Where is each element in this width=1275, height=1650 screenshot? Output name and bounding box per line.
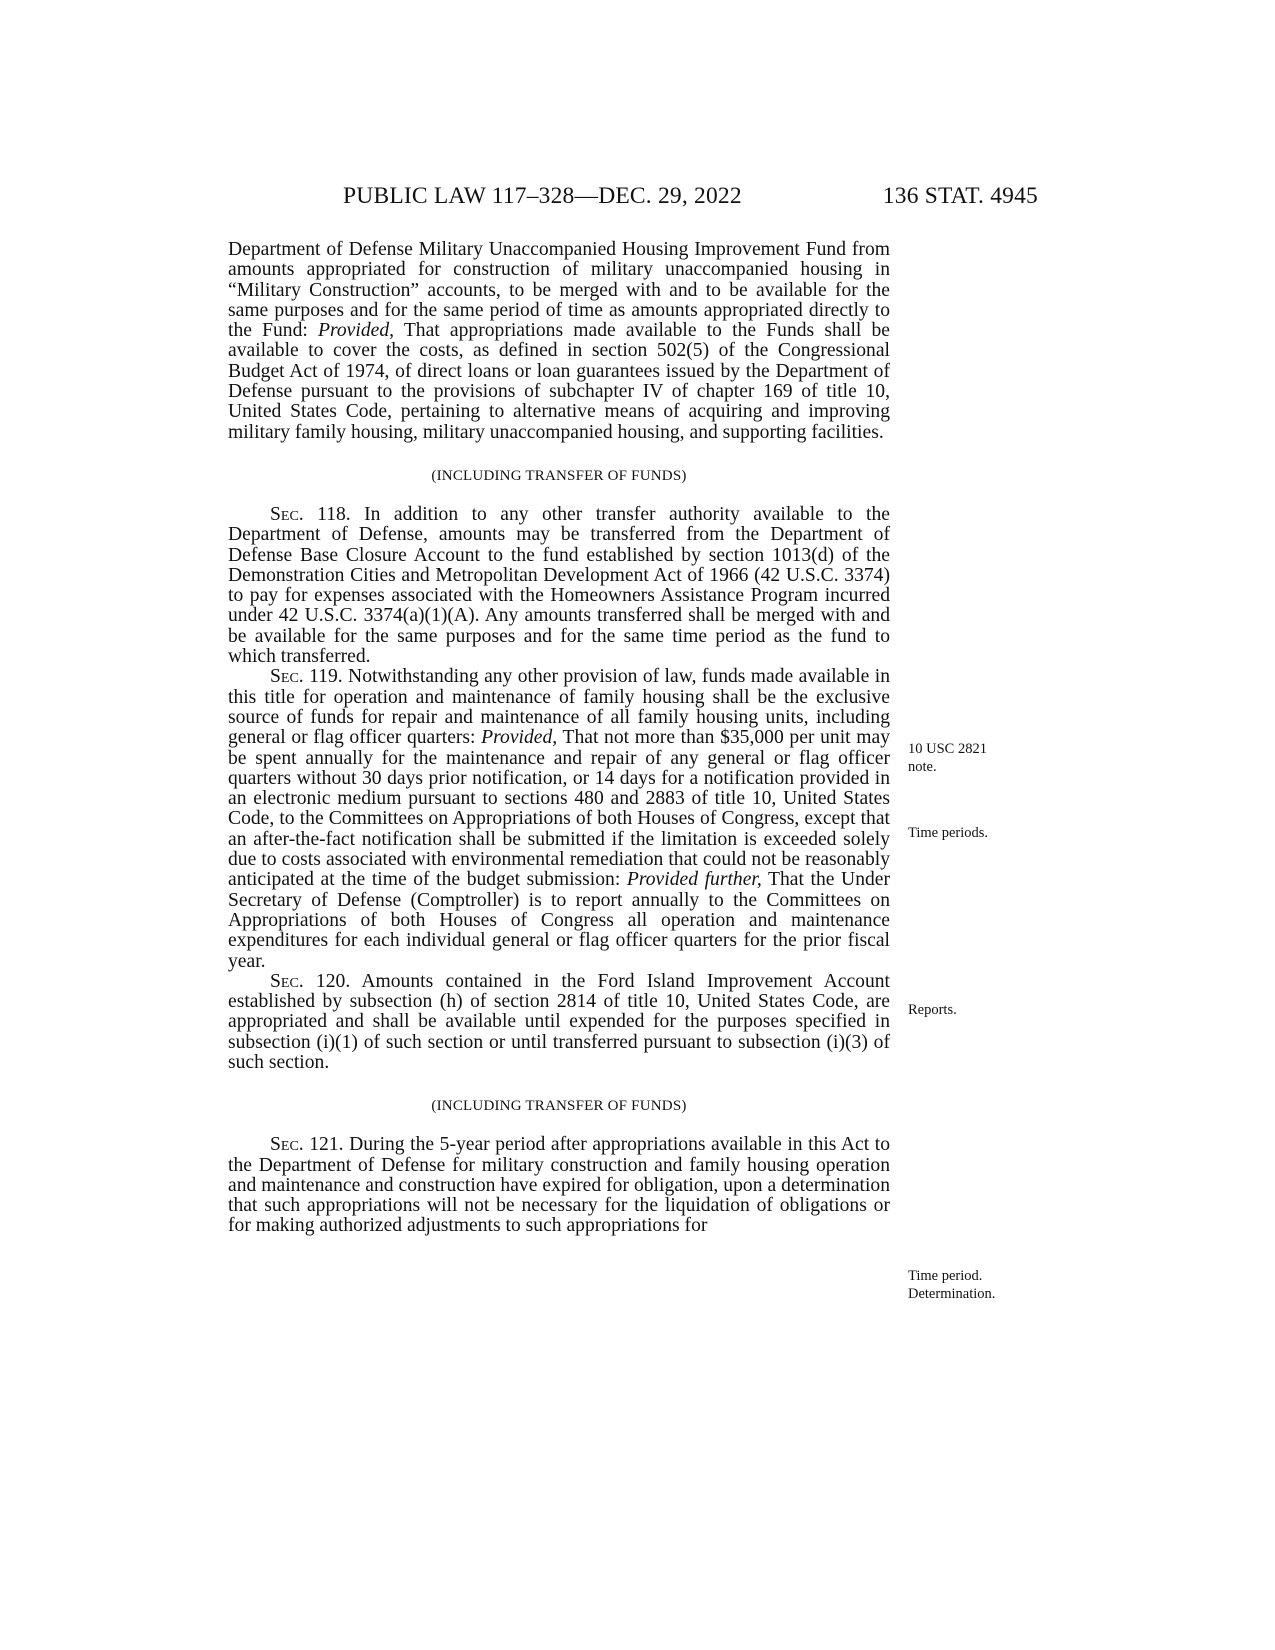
header-title: PUBLIC LAW 117–328—DEC. 29, 2022 [343, 183, 742, 209]
margin-note-time-period: Time period. Determination. [908, 1268, 996, 1302]
section-120: Sec. 120. Amounts contained in the Ford Island Improvement Account established by subsection (h) of section 2814 of title 10, United States Code, are appropriated and shall be available until expended for the purposes specified in subsection (i)(1) of such section or until transferred pursuant to subsection (i)(3) of such section. [228, 970, 890, 1073]
section-heading-transfer-2: (INCLUDING TRANSFER OF FUNDS) [431, 1098, 687, 1115]
section-118: Sec. 118. In addition to any other transfer authority available to the Department of Defense, amounts may be transferred from the Department of Defense Base Closure Account to the fund established by section 1013(d) of the Demonstration Cities and Metropolitan Development Act of 1966 (42 U.S.C. 3374) to pay for expenses associated with the Homeowners Assistance Program incurred under 42 U.S.C. 3374(a)(1)(A). Any amounts transferred shall be merged with and be available for the same purposes and for the same time period as the fund to which transferred. [228, 503, 890, 668]
document-body [228, 240, 890, 1237]
section-heading-transfer-1: (INCLUDING TRANSFER OF FUNDS) [431, 467, 687, 484]
page-number: 136 STAT. 4945 [882, 183, 1038, 209]
margin-note-reports: Reports. [908, 1002, 957, 1018]
section-119: Sec. 119. Notwithstanding any other provision of law, funds made available in this title for operation and maintenance of family housing shall be the exclusive source of funds for repair and maintenance of all family housing units, including general or flag officer quarters: Provided, That not more than $35,000 per unit may be spent annually for the maintenance and repair of any general or flag officer quarters without 30 days prior notification, or 14 days for a notification provided in an electronic medium pursuant to sections 480 and 2883 of title 10, United States Code, to the Committees on Appropriations of both Houses of Congress, except that an after-the-fact notification shall be submitted if the limitation is exceeded solely due to costs associated with environmental remediation that could not be reasonably anticipated at the time of the budget submission: Provided further, That the Under Secretary of Defense (Comptroller) is to report annually to the Committees on Appropriations of both Houses of Congress all operation and maintenance expenditures for each individual general or flag officer quarters for the prior fiscal year. [228, 666, 891, 972]
margin-note-time-periods: Time periods. [908, 825, 989, 841]
paragraph-fund: Department of Defense Military Unaccompanied Housing Improvement Fund from amounts appropriated for construction of military unaccompanied housing in “Military Construction” accounts, to be merged with and to be available for the same purposes and for the same period of time as amounts appropriated directly to the Fund: Provided, That appropriations made available to the Funds shall be available to cover the costs, as defined in section 502(5) of the Congressional Budget Act of 1974, of direct loans or loan guarantees issued by the Department of Defense pursuant to the provisions of subchapter IV of chapter 169 of title 10, United States Code, pertaining to alternative means of acquiring and improving military family housing, military unaccompanied housing, and supporting facilities. [228, 239, 890, 443]
provided-term: Provided, [318, 320, 395, 342]
running-header [0, 183, 1275, 213]
provided-further-term: Provided further, [626, 869, 762, 891]
section-121: Sec. 121. During the 5-year period after appropriations available in this Act to the Department of Defense for military construction and family housing operation and maintenance and construction have expired for obligation, upon a determination that such appropriations will not be necessary for the liquidation of obligations or for making authorized adjustments to such appropriations for [228, 1134, 890, 1237]
provided-term: Provided, [481, 727, 558, 749]
margin-note-usc: 10 USC 2821 note. [908, 741, 987, 775]
